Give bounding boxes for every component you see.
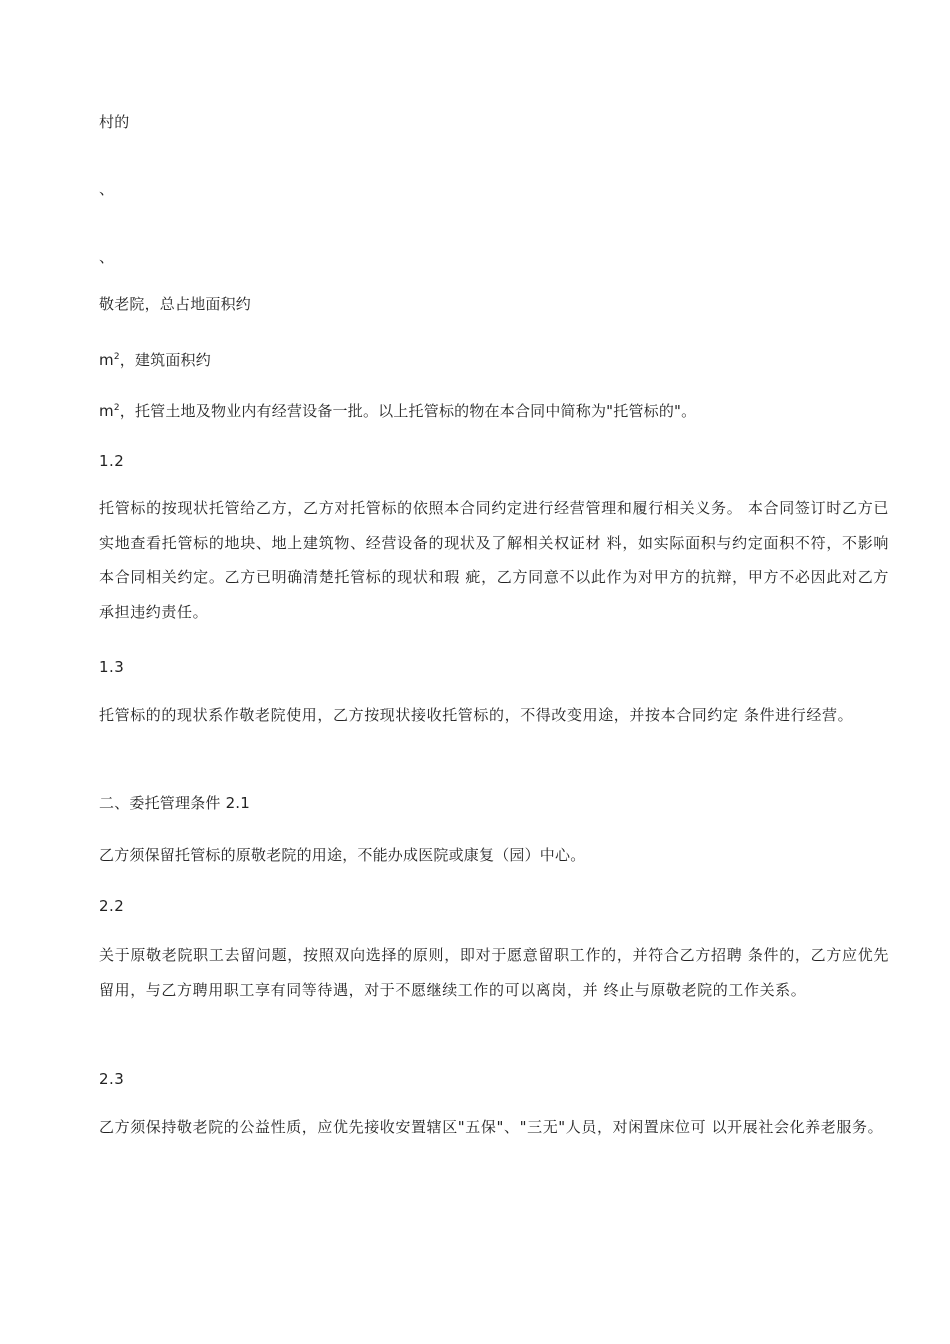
text-mark-1: 、 bbox=[99, 180, 115, 198]
paragraph-2-1: 乙方须保留托管标的原敬老院的用途，不能办成医院或康复（园）中心。 bbox=[99, 846, 586, 864]
paragraph-2-2: 关于原敬老院职工去留问题，按照双向选择的原则，即对于愿意留职工作的，并符合乙方招聘 条件的，乙方应优先留用，与乙方聘用职工享有同等待遇，对于不愿继续工作的可以离岗，并 终止与原敬老院的工作关系。 bbox=[99, 946, 889, 999]
text-land-property-body: ，托管土地及物业内有经营设备一批。以上托管标的物在本合同中简称为"托管标的"。 bbox=[119, 402, 697, 420]
section-number-2-3: 2.3 bbox=[99, 1070, 125, 1088]
unit-m: m bbox=[99, 351, 114, 369]
paragraph-1-2: 托管标的按现状托管给乙方，乙方对托管标的依照本合同约定进行经营管理和履行相关义务。 本合同签订时乙方已实地查看托管标的地块、地上建筑物、经营设备的现状及了解相关权证材 料，如实际面积与约定面积不符，不影响本合同相关约定。乙方已明确清楚托管标的现状和瑕 疵，乙方同意不以此作为对甲方的抗辩，甲方不必因此对乙方承担违约责任。 bbox=[99, 499, 889, 621]
text-land-property bbox=[99, 394, 889, 428]
section-number-2-2: 2.2 bbox=[99, 897, 125, 915]
text-building-area bbox=[99, 343, 889, 377]
section-number-1-2: 1.2 bbox=[99, 452, 125, 470]
paragraph-2-3: 乙方须保持敬老院的公益性质，应优先接收安置辖区"五保"、"三无"人员，对闲置床位可 以开展社会化养老服务。 bbox=[99, 1118, 884, 1136]
unit-m: m bbox=[99, 402, 114, 420]
text-area-total: 敬老院，总占地面积约 bbox=[99, 295, 252, 313]
section-number-1-3: 1.3 bbox=[99, 658, 125, 676]
unit-superscript: 2 bbox=[113, 352, 120, 362]
text-building-area-label: ，建筑面积约 bbox=[119, 351, 211, 369]
text-village: 村的 bbox=[99, 113, 130, 131]
unit-superscript: 2 bbox=[113, 403, 120, 413]
text-mark-2: 、 bbox=[99, 248, 115, 266]
paragraph-1-3: 托管标的的现状系作敬老院使用，乙方按现状接收托管标的，不得改变用途，并按本合同约定 条件进行经营。 bbox=[99, 706, 854, 724]
heading-section-2: 二、委托管理条件 2.1 bbox=[99, 794, 251, 812]
